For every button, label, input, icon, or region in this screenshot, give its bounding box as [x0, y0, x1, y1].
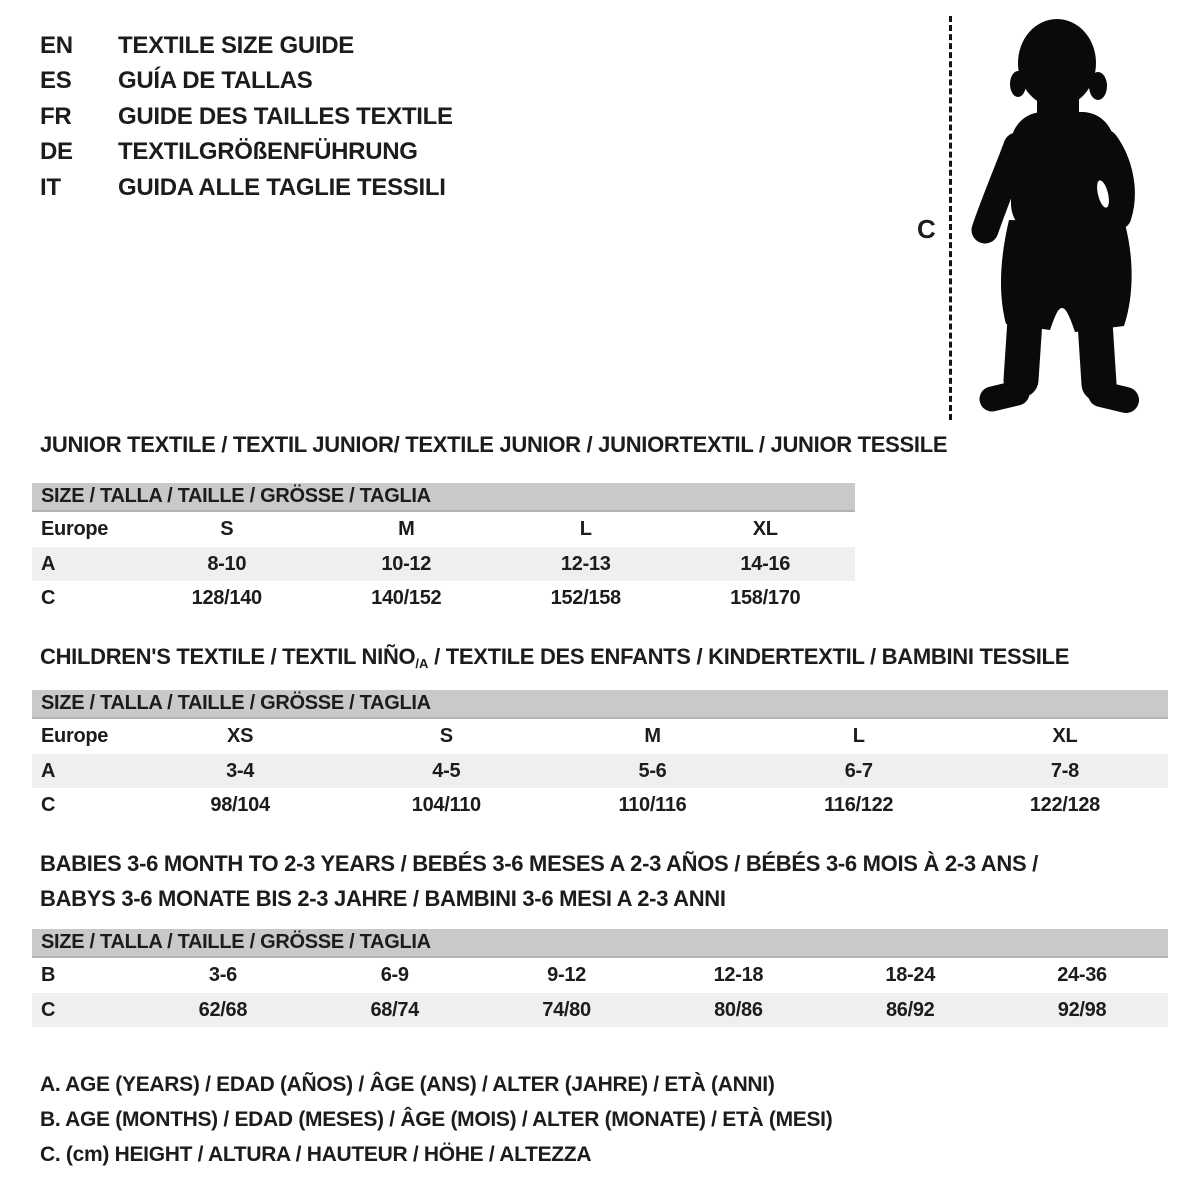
- table-cell: 6-9: [380, 964, 409, 986]
- row-label: A: [41, 759, 56, 782]
- baby-silhouette-icon: [955, 0, 1155, 435]
- table-row-age-months: [32, 958, 1168, 993]
- lang-row-es: [40, 64, 453, 100]
- table-row-age: [32, 754, 1168, 788]
- babies-section-title-line1: BABIES 3-6 MONTH TO 2-3 YEARS / BEBÉS 3-6 MESES A 2-3 AÑOS / BÉBÉS 3-6 MOIS À 2-3 ANS /: [40, 851, 1038, 876]
- table-row-height: [32, 993, 1168, 1027]
- babies-table: [32, 929, 1168, 1027]
- babies-section-title-line2: BABYS 3-6 MONATE BIS 2-3 JAHRE / BAMBINI 3-6 MESI A 2-3 ANNI: [40, 886, 726, 911]
- table-cell: 5-6: [638, 759, 667, 782]
- row-label: C: [41, 793, 56, 816]
- lang-row-it: [40, 170, 453, 206]
- guide-title-fr: GUIDE DES TAILLES TEXTILE: [118, 102, 453, 130]
- table-row-europe: [32, 719, 1168, 754]
- table-cell: L: [852, 725, 865, 747]
- guide-title-es: GUÍA DE TALLAS: [118, 67, 313, 95]
- table-cell: M: [644, 725, 661, 747]
- junior-section-title: JUNIOR TEXTILE / TEXTIL JUNIOR/ TEXTILE JUNIOR / JUNIORTEXTIL / JUNIOR TESSILE: [40, 432, 948, 457]
- row-label: B: [41, 964, 56, 986]
- table-cell: 152/158: [550, 586, 621, 609]
- size-header-bar: SIZE / TALLA / TAILLE / GRÖSSE / TAGLIA: [32, 690, 1168, 719]
- table-cell: 14-16: [740, 552, 791, 575]
- table-cell: 18-24: [885, 964, 936, 986]
- table-cell: L: [579, 518, 592, 540]
- table-cell: 9-12: [547, 964, 586, 986]
- table-cell: 104/110: [411, 793, 481, 816]
- table-cell: 24-36: [1057, 964, 1107, 986]
- row-label: Europe: [41, 725, 109, 747]
- table-cell: 86/92: [885, 998, 935, 1021]
- table-cell: 128/140: [191, 586, 262, 609]
- table-cell: 158/170: [730, 586, 801, 609]
- guide-title-it: GUIDA ALLE TAGLIE TESSILI: [118, 173, 446, 201]
- table-cell: 140/152: [371, 586, 442, 609]
- size-header-bar: SIZE / TALLA / TAILLE / GRÖSSE / TAGLIA: [32, 483, 855, 512]
- table-cell: 12-13: [560, 552, 611, 575]
- row-label: C: [41, 998, 56, 1021]
- language-list: [40, 28, 453, 206]
- size-header-bar: SIZE / TALLA / TAILLE / GRÖSSE / TAGLIA: [32, 929, 1168, 958]
- table-cell: 7-8: [1050, 759, 1079, 782]
- guide-title-en: TEXTILE SIZE GUIDE: [118, 31, 354, 59]
- lang-code: FR: [40, 102, 72, 130]
- legend-height-cm: C. (cm) HEIGHT / ALTURA / HAUTEUR / HÖHE / ALTEZZA: [40, 1143, 592, 1166]
- table-row-height: [32, 581, 855, 615]
- guide-title-de: TEXTILGRÖßENFÜHRUNG: [118, 138, 418, 166]
- table-cell: 4-5: [432, 759, 461, 782]
- children-title-suffix: / TEXTILE DES ENFANTS / KINDERTEXTIL / BAMBINI TESSILE: [428, 644, 1070, 669]
- junior-table: [32, 483, 855, 615]
- legend-age-months: B. AGE (MONTHS) / EDAD (MESES) / ÂGE (MOIS) / ALTER (MONATE) / ETÀ (MESI): [40, 1108, 833, 1131]
- table-cell: XL: [1052, 725, 1078, 747]
- table-cell: S: [439, 725, 453, 747]
- table-cell: 10-12: [381, 552, 432, 575]
- table-cell: 62/68: [198, 998, 248, 1021]
- table-cell: S: [220, 518, 234, 540]
- table-cell: XL: [752, 518, 778, 540]
- lang-code: DE: [40, 138, 73, 166]
- height-measure-dashed-line: [949, 16, 952, 420]
- table-cell: 8-10: [207, 552, 247, 575]
- lang-code: IT: [40, 173, 61, 201]
- height-measure-label: C: [917, 214, 936, 244]
- lang-row-fr: [40, 99, 453, 135]
- table-cell: 98/104: [210, 793, 270, 816]
- table-cell: 68/74: [370, 998, 420, 1021]
- table-cell: M: [398, 518, 415, 540]
- lang-row-de: [40, 135, 453, 171]
- legend-age-years: A. AGE (YEARS) / EDAD (AÑOS) / ÂGE (ANS) / ALTER (JAHRE) / ETÀ (ANNI): [40, 1073, 775, 1096]
- table-cell: 92/98: [1057, 998, 1107, 1021]
- row-label: A: [41, 552, 56, 575]
- table-cell: 12-18: [713, 964, 764, 986]
- table-cell: 74/80: [542, 998, 591, 1021]
- table-cell: 116/122: [824, 793, 894, 816]
- row-label: Europe: [41, 518, 109, 540]
- children-section-title: [40, 644, 1069, 670]
- children-title-sub: /A: [415, 656, 429, 671]
- table-cell: 6-7: [844, 759, 873, 782]
- table-row-europe: [32, 512, 855, 547]
- row-label: C: [41, 586, 56, 609]
- lang-code: EN: [40, 31, 73, 59]
- table-row-age: [32, 547, 855, 581]
- children-table: [32, 690, 1168, 822]
- lang-row-en: [40, 28, 453, 64]
- lang-code: ES: [40, 67, 72, 95]
- baby-height-figure: [905, 0, 1165, 440]
- table-cell: XS: [227, 725, 254, 747]
- table-row-height: [32, 788, 1168, 822]
- children-title-prefix: CHILDREN'S TEXTILE / TEXTIL NIÑO: [40, 644, 416, 669]
- table-cell: 80/86: [714, 998, 763, 1021]
- table-cell: 122/128: [1029, 793, 1101, 816]
- table-cell: 110/116: [618, 793, 687, 816]
- table-cell: 3-4: [226, 759, 255, 782]
- table-cell: 3-6: [208, 964, 237, 986]
